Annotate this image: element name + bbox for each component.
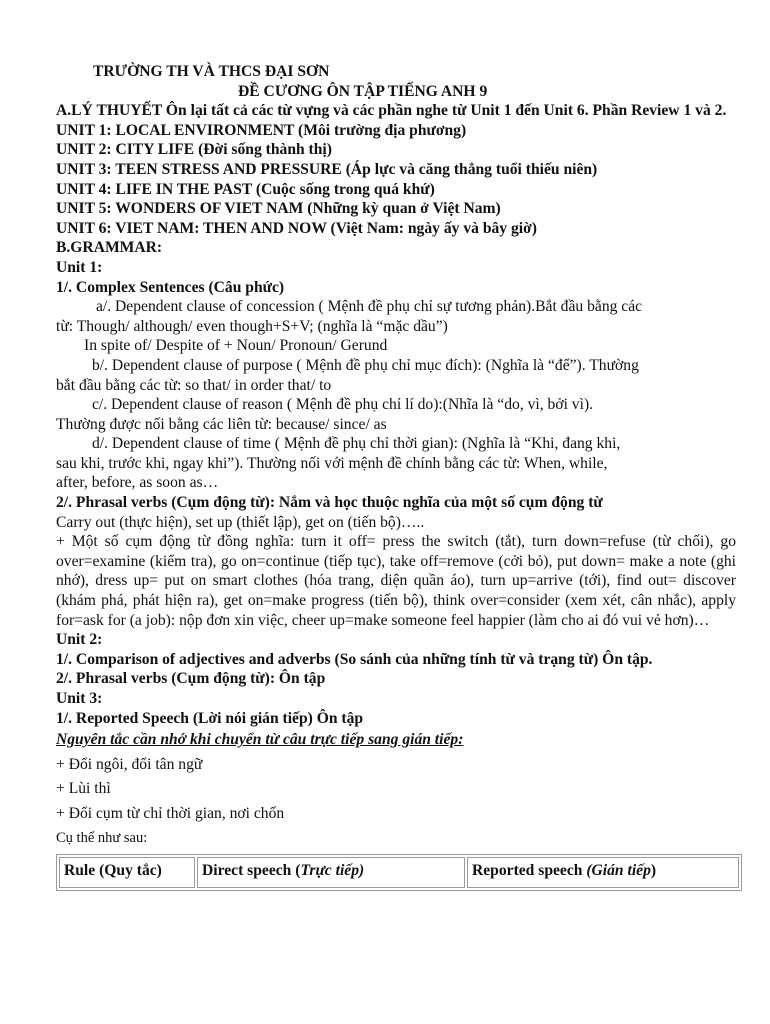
- concession-line: từ: Though/ although/ even though+S+V; (nghĩa là “mặc dầu”): [56, 317, 448, 335]
- unit2-phrasal-heading: 2/. Phrasal verbs (Cụm động từ): Ôn tập: [56, 670, 326, 688]
- grammar-heading: B.GRAMMAR:: [56, 239, 163, 257]
- document-page: [56, 62, 736, 891]
- reported-speech-column-header: Reported speech (Gián tiếp): [467, 857, 739, 888]
- rule-bullet: + Lùi thì: [56, 780, 111, 798]
- school-name: TRƯỜNG TH VÀ THCS ĐẠI SƠN: [93, 63, 330, 80]
- unit3-heading: Unit 3:: [56, 690, 103, 707]
- details-label: Cụ thể như sau:: [56, 829, 148, 846]
- rule-bullet: + Đổi ngôi, đổi tân ngữ: [56, 755, 203, 773]
- rule-title: Nguyên tắc cần nhớ khi chuyển từ câu trực tiếp sang gián tiếp:: [56, 731, 464, 749]
- unit-title: UNIT 4: LIFE IN THE PAST (Cuộc sống trong quá khứ): [56, 180, 435, 198]
- time-line: d/. Dependent clause of time ( Mệnh đề phụ chỉ thời gian): (Nghĩa là “Khi, đang khi,: [92, 435, 621, 453]
- concession-line: In spite of/ Despite of + Noun/ Pronoun/ Gerund: [84, 337, 388, 355]
- rule-column-header: Rule (Quy tắc): [59, 857, 195, 888]
- unit-title: UNIT 1: LOCAL ENVIRONMENT (Môi trường địa phương): [56, 121, 467, 139]
- complex-sentences-heading: 1/. Complex Sentences (Câu phức): [56, 278, 285, 296]
- direct-speech-column-header: Direct speech (Trực tiếp): [197, 857, 465, 888]
- purpose-line: bắt đầu bằng các từ: so that/ in order that/ to: [56, 376, 332, 394]
- phrasal-examples: Carry out (thực hiện), set up (thiết lập), get on (tiến bộ)…..: [56, 513, 425, 531]
- unit-title: UNIT 6: VIET NAM: THEN AND NOW (Việt Nam: ngày ấy và bây giờ): [56, 219, 537, 237]
- document-title: ĐỀ CƯƠNG ÔN TẬP TIẾNG ANH 9: [238, 82, 488, 100]
- purpose-line: b/. Dependent clause of purpose ( Mệnh đề phụ chỉ mục đích): (Nghĩa là “để”). Thường: [92, 356, 639, 374]
- rule-bullet: + Đổi cụm từ chỉ thời gian, nơi chốn: [56, 804, 285, 822]
- theory-intro: A.LÝ THUYẾT Ôn lại tất cả các từ vựng và các phần nghe từ Unit 1 đến Unit 6. Phần Review 1 và 2.: [56, 102, 727, 120]
- unit1-heading: Unit 1:: [56, 258, 103, 276]
- time-line: sau khi, trước khi, ngay khi”). Thường nối với mệnh đề chính bằng các từ: When, while,: [56, 454, 608, 472]
- reported-speech-heading: 1/. Reported Speech (Lời nói gián tiếp) Ôn tập: [56, 709, 364, 727]
- unit-title: UNIT 5: WONDERS OF VIET NAM (Những kỳ quan ở Việt Nam): [56, 200, 501, 218]
- unit2-heading: Unit 2:: [56, 631, 103, 649]
- concession-line: a/. Dependent clause of concession ( Mệnh đề phụ chỉ sự tương phản).Bắt đầu bằng các: [96, 298, 643, 316]
- table-header-row: [59, 857, 739, 888]
- reason-line: Thường được nối bằng các liên từ: because/ since/ as: [56, 415, 387, 433]
- unit-title: UNIT 3: TEEN STRESS AND PRESSURE (Áp lực và căng thẳng tuổi thiếu niên): [56, 160, 598, 178]
- reason-line: c/. Dependent clause of reason ( Mệnh đề phụ chỉ lí do):(Nhĩa là “do, vì, bởi vì).: [92, 396, 594, 414]
- time-line: after, before, as soon as…: [56, 474, 219, 492]
- phrasal-verbs-heading: 2/. Phrasal verbs (Cụm động từ): Nắm và học thuộc nghĩa của một số cụm động từ: [56, 494, 603, 512]
- reported-speech-table: [56, 854, 742, 891]
- unit-title: UNIT 2: CITY LIFE (Đời sống thành thị): [56, 141, 332, 159]
- phrasal-synonyms: + Một số cụm động từ đồng nghĩa: turn it off= press the switch (tắt), turn down=refuse (từ chối), go over=examine (kiểm tra), go on=continue (tiếp tục), take off=remove (cởi bỏ), put down= make a note (ghi nhớ), dress up= put on smart clothes (hóa trang, diện quần áo), turn up=arrive (tới), find out= discover (khám phá, phát hiện ra), get on=make progress (tiến bộ), think over=consider (xem xét, cân nhắc), apply for=ask for (a job): nộp đơn xin việc, cheer up=make someone feel happier (làm cho ai đó vui vẻ hơn)…: [56, 533, 736, 629]
- comparison-heading: 1/. Comparison of adjectives and adverbs (So sánh của những tính từ và trạng từ) Ôn tập.: [56, 650, 653, 668]
